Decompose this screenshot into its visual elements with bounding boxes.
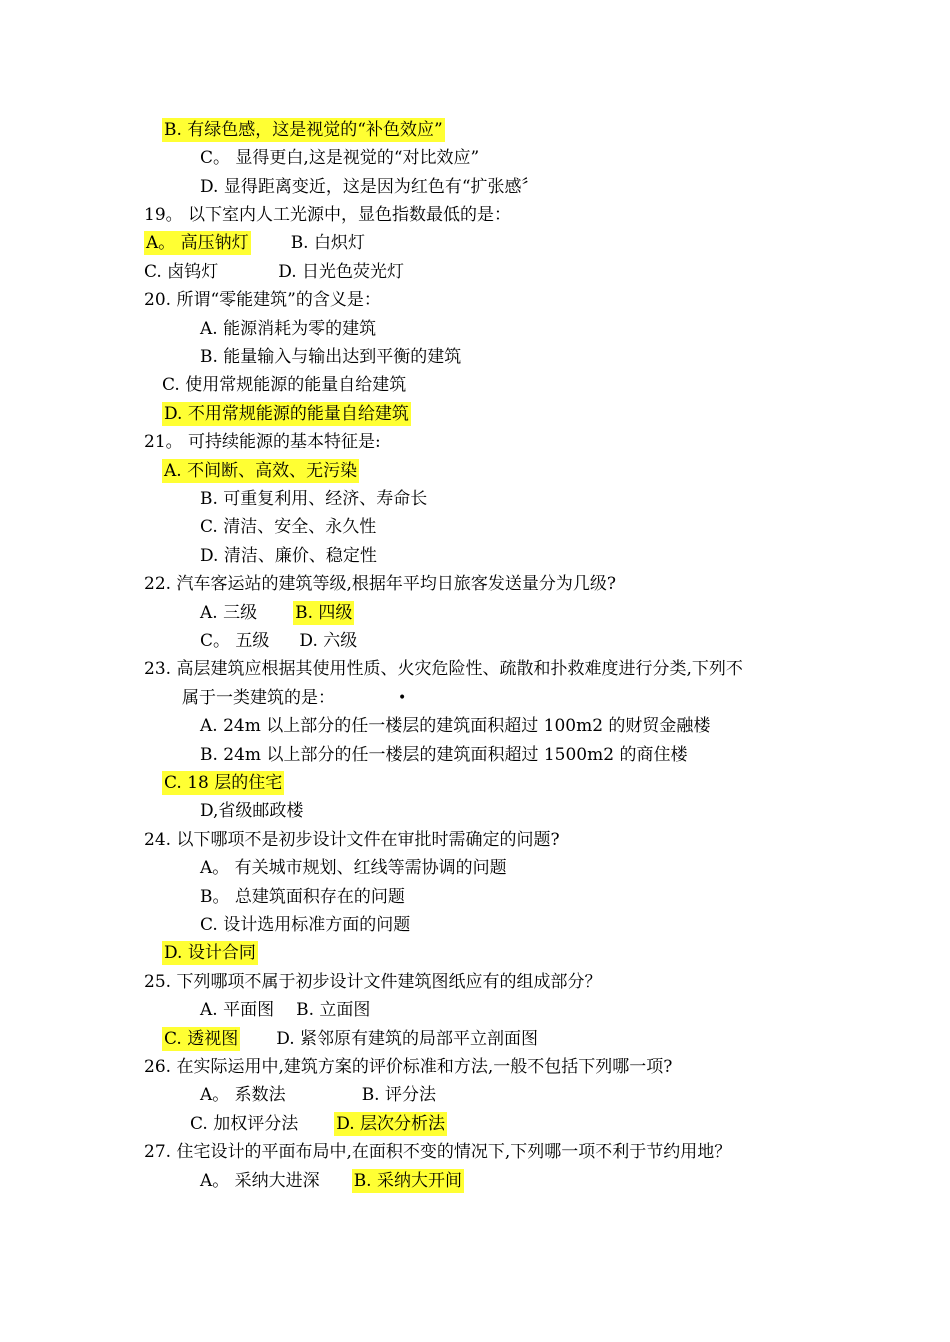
text-line	[200, 885, 405, 909]
text-segment: 25. 下列哪项不属于初步设计文件建筑图纸应有的组成部分？	[144, 972, 602, 992]
text-segment: B. 24m 以上部分的任一楼层的建筑面积超过 1500m2 的商住楼	[200, 745, 688, 765]
text-line	[144, 970, 601, 994]
text-segment: A. 三级	[200, 603, 258, 623]
text-line	[200, 913, 410, 937]
highlighted-answer: B. 四级	[295, 603, 353, 623]
text-line	[200, 1169, 464, 1193]
text-segment: B. 评分法	[361, 1085, 436, 1105]
text-line	[162, 373, 406, 397]
text-line	[200, 856, 507, 880]
text-segment: C. 清洁、安全、永久性	[200, 517, 377, 537]
text-line	[200, 317, 376, 341]
text-segment: 26. 在实际运用中,建筑方案的评价标准和方法,一般不包括下列哪一项?	[144, 1057, 673, 1077]
text-segment: A. 平面图	[200, 1000, 275, 1020]
text-line	[144, 203, 511, 227]
text-line	[200, 998, 370, 1022]
text-segment: A。 系数法	[200, 1085, 286, 1105]
text-segment: 23. 高层建筑应根据其使用性质、火灾危险性、疏散和扑救难度进行分类,下列不	[144, 659, 743, 679]
text-line	[162, 118, 445, 142]
text-line	[144, 260, 404, 284]
text-segment: C. 使用常规能源的能量自给建筑	[162, 375, 407, 395]
text-line	[200, 743, 687, 767]
text-segment: D. 日光色荧光灯	[278, 262, 405, 282]
text-line	[200, 544, 377, 568]
bullet-mark: •	[398, 690, 407, 706]
text-line	[162, 1027, 538, 1051]
highlighted-answer: C. 18 层的住宅	[164, 773, 283, 793]
text-segment: D,省级邮政楼	[200, 801, 304, 821]
text-segment: C。 五级	[200, 631, 270, 651]
text-line	[190, 1112, 447, 1136]
text-line	[162, 771, 284, 795]
text-line	[144, 288, 381, 312]
text-line	[144, 231, 365, 255]
text-line	[200, 629, 357, 653]
highlighted-answer: D. 不用常规能源的能量自给建筑	[164, 404, 409, 424]
text-segment: 21。 可持续能源的基本特征是:	[144, 432, 381, 452]
text-segment: C. 加权评分法	[190, 1114, 299, 1134]
text-segment: C. 设计选用标准方面的问题	[200, 915, 411, 935]
text-segment: D. 六级	[299, 631, 358, 651]
highlighted-answer: C. 透视图	[164, 1029, 239, 1049]
text-segment: A。 采纳大进深	[200, 1171, 320, 1191]
text-segment: B. 能量输入与输出达到平衡的建筑	[200, 347, 462, 367]
highlighted-answer: D. 层次分析法	[336, 1114, 446, 1134]
highlighted-answer: A. 不间断、高效、无污染	[164, 461, 358, 481]
highlighted-answer: B. 有绿色感，这是视觉的“补色效应”	[164, 120, 443, 140]
text-segment: 24. 以下哪项不是初步设计文件在审批时需确定的问题?	[144, 830, 560, 850]
text-line	[200, 175, 539, 199]
text-segment: 19。 以下室内人工光源中，显色指数最低的是：	[144, 205, 512, 225]
text-line	[200, 146, 479, 170]
text-segment: B. 白炽灯	[290, 233, 365, 253]
text-segment: D. 清洁、廉价、稳定性	[200, 546, 377, 566]
text-line	[162, 459, 359, 483]
text-segment: A. 能源消耗为零的建筑	[200, 319, 377, 339]
text-segment: C. 卤钨灯	[144, 262, 219, 282]
text-segment: D. 紧邻原有建筑的局部平立剖面图	[276, 1029, 539, 1049]
text-segment: A. 24m 以上部分的任一楼层的建筑面积超过 100m2 的财贸金融楼	[200, 716, 711, 736]
text-segment: B. 立面图	[296, 1000, 371, 1020]
text-segment: 20. 所谓“零能建筑”的含义是：	[144, 290, 381, 310]
text-line	[144, 430, 381, 454]
text-segment: B. 可重复利用、经济、寿命长	[200, 489, 428, 509]
text-line	[144, 828, 560, 852]
text-line	[200, 714, 710, 738]
highlighted-answer: D. 设计合同	[164, 943, 256, 963]
text-line	[200, 601, 354, 625]
text-line	[200, 799, 303, 823]
text-line	[162, 402, 411, 426]
text-segment: C。 显得更白,这是视觉的“对比效应”	[200, 148, 480, 168]
text-segment: A。 有关城市规划、红线等需协调的问题	[200, 858, 507, 878]
text-line	[144, 1055, 672, 1079]
text-line	[144, 1140, 731, 1164]
text-line	[144, 657, 743, 681]
text-line	[200, 487, 427, 511]
text-line	[200, 1083, 436, 1107]
text-segment: B。 总建筑面积存在的问题	[200, 887, 405, 907]
text-line	[200, 515, 376, 539]
text-segment: D. 显得距离变近，这是因为红色有“扩张感〞	[200, 177, 539, 197]
text-segment: 属于一类建筑的是：	[182, 688, 335, 708]
text-line	[182, 686, 335, 710]
text-segment: 27. 住宅设计的平面布局中,在面积不变的情况下,下列哪一项不利于节约用地？	[144, 1142, 732, 1162]
highlighted-answer: A。 高压钠灯	[146, 233, 249, 253]
text-line	[162, 941, 258, 965]
text-segment: 22. 汽车客运站的建筑等级,根据年平均日旅客发送量分为几级?	[144, 574, 616, 594]
text-line	[144, 572, 616, 596]
highlighted-answer: B. 采纳大开间	[353, 1171, 462, 1191]
text-line	[200, 345, 461, 369]
